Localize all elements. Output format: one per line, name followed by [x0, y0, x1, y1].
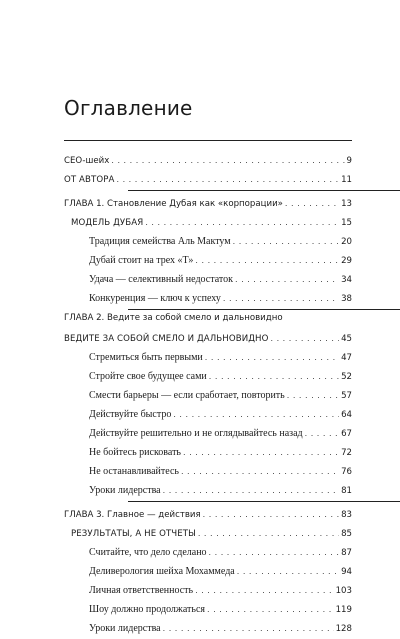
toc-entry-page: 64 [341, 410, 352, 420]
toc-entry-chapter-1[interactable] [64, 191, 352, 210]
toc-entry-page: 34 [341, 275, 352, 285]
toc-entry-title: ОТ АВТОРА [64, 175, 115, 185]
toc-entry-title: Действуйте быстро [89, 409, 172, 420]
toc-entry-page: 103 [335, 586, 352, 596]
toc-entry-title: Деливерология шейха Мохаммеда [89, 566, 235, 577]
toc-entry-page: 11 [341, 175, 352, 185]
toc-entry-page: 9 [346, 156, 352, 166]
toc-entry-page: 15 [341, 218, 352, 228]
toc-entry-page: 83 [341, 510, 352, 520]
table-of-contents [64, 148, 352, 635]
toc-entry-page: 81 [341, 486, 352, 496]
dot-leader [223, 286, 339, 308]
toc-entry-build-future[interactable] [64, 364, 352, 383]
toc-entry-competition[interactable] [64, 286, 352, 305]
toc-entry-chapter-3[interactable] [64, 502, 352, 521]
toc-entry-title: Не бойтесь рисковать [89, 447, 181, 458]
toc-entry-personal-responsibility[interactable] [64, 578, 352, 597]
toc-entry-page: 76 [341, 467, 352, 477]
chapter-divider-rule [128, 309, 400, 310]
toc-entry-page: 29 [341, 256, 352, 266]
toc-entry-title: CEO-шейх [64, 156, 110, 166]
toc-entry-title: Смести барьеры — если сработает, повторить [89, 390, 285, 401]
toc-entry-title: Считайте, что дело сделано [89, 547, 207, 558]
toc-entry-ceo-sheikh[interactable] [64, 148, 352, 167]
toc-entry-lead-boldly[interactable] [64, 326, 352, 345]
toc-entry-page: 57 [341, 391, 352, 401]
toc-entry-title: Стремиться быть первыми [89, 352, 203, 363]
toc-entry-page: 52 [341, 372, 352, 382]
toc-entry-title: Уроки лидерства [89, 623, 161, 634]
toc-entry-be-first[interactable] [64, 345, 352, 364]
toc-entry-leadership-lessons-2[interactable] [64, 478, 352, 497]
toc-entry-act-fast[interactable] [64, 402, 352, 421]
toc-entry-title: Личная ответственность [89, 585, 194, 596]
toc-entry-remove-barriers[interactable] [64, 383, 352, 402]
title-underline-rule [64, 140, 352, 141]
toc-entry-page: 38 [341, 294, 352, 304]
toc-entry-title: МОДЕЛЬ ДУБАЯ [71, 218, 144, 228]
toc-entry-page: 72 [341, 448, 352, 458]
dot-leader [163, 478, 339, 500]
toc-entry-act-decisively[interactable] [64, 421, 352, 440]
toc-entry-luck[interactable] [64, 267, 352, 286]
toc-entry-page: 13 [341, 199, 352, 209]
toc-entry-leadership-lessons-3[interactable] [64, 616, 352, 635]
chapter-divider-rule [128, 501, 400, 502]
dot-leader [117, 167, 340, 189]
toc-entry-page: 67 [341, 429, 352, 439]
toc-entry-title: ГЛАВА 2. Ведите за собой смело и дальновидно [64, 313, 283, 323]
toc-entry-chapter-2[interactable] [64, 310, 352, 326]
dot-leader [163, 616, 334, 638]
toc-entry-title: Традиция семейства Аль Мактум [89, 236, 231, 247]
toc-entry-al-maktoum-tradition[interactable] [64, 229, 352, 248]
toc-entry-dont-stop[interactable] [64, 459, 352, 478]
toc-entry-page: 47 [341, 353, 352, 363]
toc-entry-three-t[interactable] [64, 248, 352, 267]
toc-entry-title: Стройте свое будущее сами [89, 371, 207, 382]
toc-entry-take-risks[interactable] [64, 440, 352, 459]
toc-entry-page: 87 [341, 548, 352, 558]
toc-entry-title: ГЛАВА 3. Главное — действия [64, 510, 201, 520]
toc-entry-page: 85 [341, 529, 352, 539]
toc-entry-title: Дубай стоит на трех «Т» [89, 255, 194, 266]
toc-entry-page: 45 [341, 334, 352, 344]
toc-entry-title: Действуйте решительно и не оглядывайтесь назад [89, 428, 303, 439]
toc-entry-page: 128 [335, 624, 352, 634]
toc-entry-title: Удача — селективный недостаток [89, 274, 233, 285]
toc-entry-consider-done[interactable] [64, 540, 352, 559]
toc-entry-deliverology[interactable] [64, 559, 352, 578]
toc-entry-title: Конкуренция — ключ к успеху [89, 293, 221, 304]
toc-entry-page: 20 [341, 237, 352, 247]
toc-entry-title: Не останавливайтесь [89, 466, 179, 477]
toc-entry-title: ВЕДИТЕ ЗА СОБОЙ СМЕЛО И ДАЛЬНОВИДНО [64, 334, 269, 344]
page-title: Оглавление [64, 96, 193, 120]
toc-entry-title: Уроки лидерства [89, 485, 161, 496]
chapter-divider-rule [128, 190, 400, 191]
toc-entry-title: ГЛАВА 1. Становление Дубая как «корпорации» [64, 199, 283, 209]
toc-entry-title: Шоу должно продолжаться [89, 604, 205, 615]
toc-entry-page: 119 [335, 605, 352, 615]
toc-entry-page: 94 [341, 567, 352, 577]
toc-entry-title: РЕЗУЛЬТАТЫ, А НЕ ОТЧЕТЫ [71, 529, 196, 539]
